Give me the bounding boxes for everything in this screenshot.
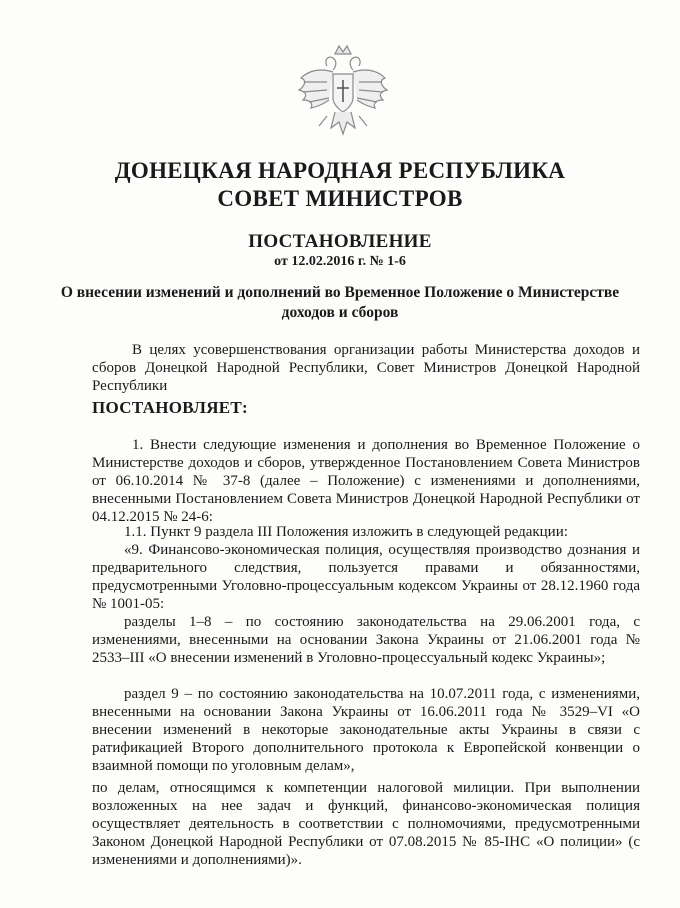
sections-1-8-paragraph: разделы 1–8 – по состоянию законодательства на 29.06.2001 года, с изменениями, внесенными на основании Закона Украины от 21.06.2001 года № 2533–III «О внесении изменений в Уголовно-процессуальный кодекс Украины»; [92, 614, 640, 666]
item-1-paragraph: 1. Внести следующие изменения и дополнения во Временное Положение о Министерстве доходов и сборов, утвержденное Постановлением Совета Министров от 06.10.2014 № 37-8 (далее – Положение) с изменениями и дополнениями, внесенными Постановлением Совета Министров Донецкой Народной Республики от 04.12.2015 № 24-6: [92, 437, 640, 525]
closing-paragraph: по делам, относящимся к компетенции налоговой милиции. При выполнении возложенных на нее задач и функций, финансово-экономическая полиция осуществляет деятельность в соответствии с полномочиями, предусмотренными Законом Донецкой Народной Республики от 07.08.2015 № 85-IНС «О полиции» (с изменениями и дополнениями)». [92, 780, 640, 868]
document-date-number: от 12.02.2016 г. № 1-6 [274, 254, 406, 269]
quote-point-9-paragraph: «9. Финансово-экономическая полиция, осуществляя производство дознания и предварительного следствия, пользуется правами и обязанностями, предусмотренными Уголовно-процессуальным кодексом Украины от 28.12.1960 года № 1001-05: [92, 542, 640, 612]
document-type: ПОСТАНОВЛЕНИЕ [248, 231, 432, 252]
item-1-1-paragraph: 1.1. Пункт 9 раздела III Положения изложить в следующей редакции: [124, 524, 568, 540]
header-republic: ДОНЕЦКАЯ НАРОДНАЯ РЕСПУБЛИКА [114, 158, 566, 183]
header-council: СОВЕТ МИНИСТРОВ [217, 186, 463, 211]
resolves-heading: ПОСТАНОВЛЯЕТ: [92, 398, 249, 417]
section-9-paragraph: раздел 9 – по состоянию законодательства на 10.07.2011 года, с изменениями, внесенными на основании Закона Украины от 16.06.2011 года № 3529–VI «О внесении изменений в некоторые законодательные акты Украины в связи с ратификацией Второго дополнительного протокола к Европейской конвенции о взаимной помощи по уголовным делам», [92, 686, 640, 774]
preamble-paragraph: В целях усовершенствования организации работы Министерства доходов и сборов Донецкой Народной Республики, Совет Министров Донецкой Народной Республики [92, 342, 640, 394]
document-title: О внесении изменений и дополнений во Временное Положение о Министерстве доходов и сборов [60, 284, 620, 321]
coat-of-arms-eagle-icon [297, 42, 389, 142]
